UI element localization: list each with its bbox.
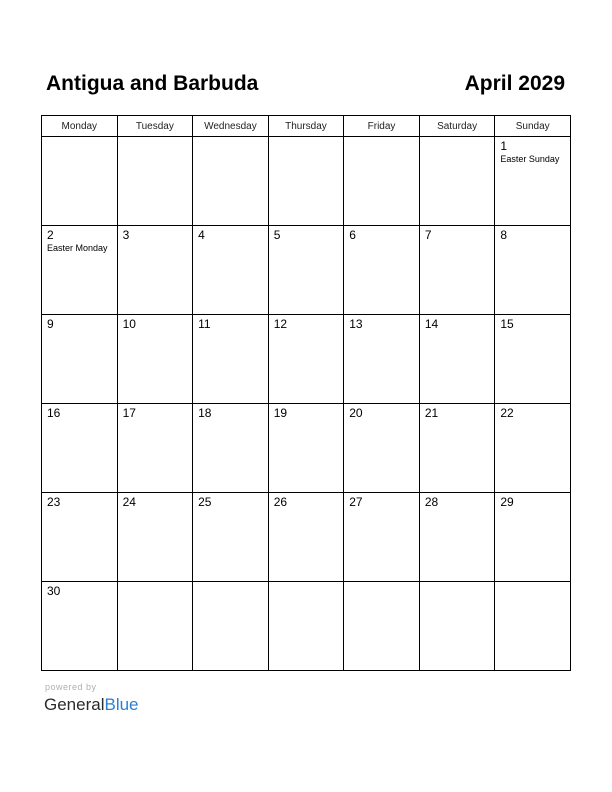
day-number: 24: [122, 495, 136, 509]
week-row: [42, 582, 571, 671]
day-cell: [42, 315, 118, 404]
generalblue-logo: [44, 694, 139, 716]
day-cell: [419, 493, 495, 582]
day-number: 27: [349, 495, 363, 509]
day-cell: [193, 582, 269, 671]
day-cell: [117, 493, 193, 582]
day-number: 26: [273, 495, 288, 509]
day-number: 17: [122, 406, 136, 420]
weekday-header: Friday: [344, 116, 420, 137]
day-number: 30: [47, 584, 61, 598]
day-number: 12: [273, 317, 288, 331]
day-cell: [193, 493, 269, 582]
day-number: 16: [47, 406, 61, 420]
holiday-label: Easter Sunday: [500, 154, 560, 164]
day-cell: [193, 404, 269, 493]
day-number: 5: [273, 228, 281, 242]
week-row: [42, 315, 571, 404]
day-cell: [193, 315, 269, 404]
day-number: 11: [198, 317, 211, 331]
day-cell: [117, 226, 193, 315]
day-number: 8: [500, 228, 508, 242]
day-cell: [419, 404, 495, 493]
day-number: 7: [424, 228, 432, 242]
day-cell: [193, 137, 269, 226]
calendar-body: [42, 137, 571, 671]
day-cell: [344, 493, 420, 582]
day-number: 10: [122, 317, 136, 331]
day-number: 14: [424, 317, 439, 331]
day-number: 1: [500, 139, 508, 153]
day-cell: [495, 226, 571, 315]
day-cell: [344, 226, 420, 315]
day-cell: [268, 226, 344, 315]
weekday-header: Wednesday: [193, 116, 269, 137]
day-cell: [419, 226, 495, 315]
day-cell: [268, 582, 344, 671]
day-number: 29: [500, 495, 514, 509]
day-number: 23: [47, 495, 61, 509]
day-number: 15: [500, 317, 514, 331]
day-number: 2: [47, 228, 54, 242]
day-number: 20: [349, 406, 363, 420]
day-cell: [419, 315, 495, 404]
day-cell: [268, 493, 344, 582]
day-number: 21: [424, 406, 439, 420]
powered-by-text: powered by: [45, 682, 97, 692]
day-cell: [268, 137, 344, 226]
day-cell: [495, 582, 571, 671]
day-cell: [495, 493, 571, 582]
day-cell: [344, 582, 420, 671]
day-number: 22: [500, 406, 514, 420]
brand-blue-text: Blue: [104, 695, 139, 714]
holiday-label: Easter Monday: [47, 243, 108, 253]
day-cell: [268, 404, 344, 493]
day-cell: [42, 404, 118, 493]
weekday-header: Tuesday: [117, 116, 193, 137]
weekday-header: Sunday: [495, 116, 571, 137]
day-number: 3: [122, 228, 130, 242]
day-number: 9: [47, 317, 54, 331]
day-number: 13: [349, 317, 363, 331]
calendar-grid: [41, 115, 571, 671]
brand-general-text: General: [44, 695, 105, 714]
day-cell: [117, 404, 193, 493]
day-cell: [193, 226, 269, 315]
day-cell: [42, 137, 118, 226]
day-number: 19: [273, 406, 288, 420]
weekday-header-row: [42, 116, 571, 137]
week-row: [42, 404, 571, 493]
day-number: 25: [198, 495, 212, 509]
day-number: 28: [424, 495, 439, 509]
week-row: [42, 493, 571, 582]
day-cell: [117, 137, 193, 226]
day-cell: [42, 582, 118, 671]
week-row: [42, 226, 571, 315]
day-cell: [419, 582, 495, 671]
day-cell: [344, 137, 420, 226]
day-cell: [42, 493, 118, 582]
day-number: 18: [198, 406, 212, 420]
day-cell: [419, 137, 495, 226]
day-cell: [117, 582, 193, 671]
day-number: 6: [349, 228, 356, 242]
weekday-header: Saturday: [419, 116, 495, 137]
day-cell: [117, 315, 193, 404]
day-cell: [344, 315, 420, 404]
weekday-header: Monday: [42, 116, 118, 137]
day-cell: [42, 226, 118, 315]
day-cell: [495, 315, 571, 404]
footer-branding: [44, 682, 139, 716]
day-cell: [344, 404, 420, 493]
country-title: Antigua and Barbuda: [46, 72, 259, 95]
day-cell: [268, 315, 344, 404]
weekday-header: Thursday: [268, 116, 344, 137]
week-row: [42, 137, 571, 226]
day-cell: [495, 137, 571, 226]
month-title: April 2029: [464, 72, 565, 95]
day-number: 4: [198, 228, 205, 242]
day-cell: [495, 404, 571, 493]
